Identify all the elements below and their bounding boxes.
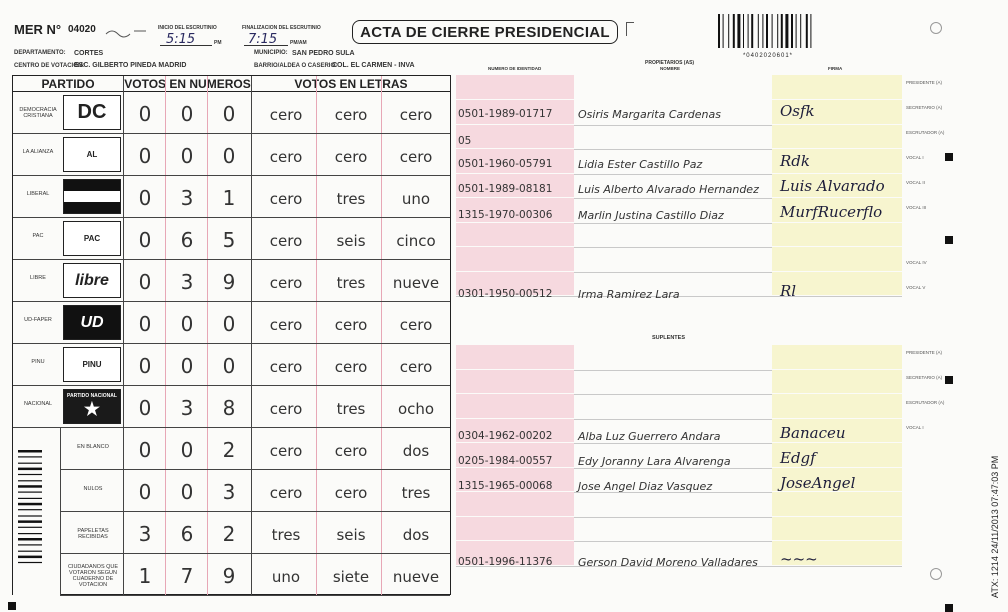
page-title-text: ACTA DE CIERRE PRESIDENCIAL [360,23,610,41]
signature-cell [772,370,902,394]
id-cell [456,125,574,149]
party-logo-text: PAC [83,234,101,243]
member-id: 0205-1984-00557 [458,455,553,467]
summary-label: PAPELETAS RECIBIDAS [77,528,109,540]
vote-word: cero [334,106,368,124]
party-row [13,302,450,344]
member-name: Luis Alberto Alvarado Hernandez [578,183,759,196]
member-name: Alba Luz Guerrero Andara [578,430,721,443]
vote-digit: 0 [138,144,152,168]
vote-digit: 0 [138,438,152,462]
inicio-time: 5:15 [166,32,196,47]
id-cell [456,75,574,99]
col-identidad-header: NUMERO DE IDENTIDAD [488,66,542,71]
party-logo [63,137,121,172]
vote-word: uno [401,190,431,208]
party-name: UD-FAPER [24,317,52,323]
municipio-value: SAN PEDRO SULA [292,50,355,57]
inicio-label: INICIO DEL ESCRUTINIO [158,25,217,31]
party-name: DEMOCRACIA CRISTIANA [19,107,57,119]
member-name: Jose Angel Diaz Vasquez [578,480,713,493]
vote-word: cero [269,442,303,460]
member-name: Lidia Ester Castillo Paz [578,158,703,171]
barcode-text: *0402020601* [742,53,794,59]
vote-digit: 1 [222,186,236,210]
member-name: Gerson David Moreno Valladares [578,556,758,569]
vote-word: cero [399,358,433,376]
col-firma-header: FIRMA [828,66,843,71]
party-name: PAC [32,233,44,239]
vote-word: cero [269,148,303,166]
vote-word: nueve [392,568,440,586]
id-cell [456,517,574,541]
member-signature: MurfRucerflo [780,203,883,221]
party-logo [63,389,121,424]
votes-table [12,75,451,595]
vote-word: cero [399,316,433,334]
binder-hole-top [930,22,942,34]
member-id: 1315-1965-00068 [458,480,553,492]
signature-cell [772,394,902,418]
side-barcode [18,450,42,585]
summary-row [13,554,450,596]
party-row [13,134,450,176]
binder-hole-bottom [930,568,942,580]
member-id: 0501-1989-01717 [458,108,553,120]
id-cell [456,492,574,516]
role-label: VOCAL I [906,155,924,160]
party-logo-text: DC [77,101,107,123]
vote-digit: 0 [138,228,152,252]
vertical-stamp: ATX: 1214 24/11/2013 07:47:03 PM [990,455,1000,598]
col-numeros-header: VOTOS EN NUMEROS [124,76,251,91]
vote-digit: 0 [138,270,152,294]
barrio-value: COL. EL CARMEN - INVA [332,62,415,69]
member-signature: Banaceu [780,424,846,442]
vote-word: tres [401,484,431,502]
vote-digit: 3 [180,396,194,420]
party-logo [63,305,121,340]
member-name: Marlin Justina Castillo Diaz [578,209,724,222]
vote-word: tres [336,274,366,292]
inicio-ampm: PM [214,40,222,46]
vote-word: cero [269,400,303,418]
summary-label: NULOS [83,486,103,492]
vote-word: uno [271,568,301,586]
fin-time: 7:15 [248,32,278,47]
vote-word: cero [269,274,303,292]
vote-digit: 0 [222,354,236,378]
vote-digit: 0 [180,438,194,462]
vote-digit: 3 [222,480,236,504]
member-name: Edy Joranny Lara Alvarenga [578,455,731,468]
barcode [716,14,820,59]
vote-digit: 0 [138,312,152,336]
member-id: 1315-1970-00306 [458,209,553,221]
vote-word: cero [269,484,303,502]
vote-digit: 0 [180,354,194,378]
party-logo-text: PINU [82,360,102,369]
vote-digit: 3 [180,186,194,210]
vote-digit: 0 [180,312,194,336]
party-logo [63,179,121,214]
summary-row [13,428,450,470]
fin-label: FINALIZACION DEL ESCRUTINIO [242,25,321,31]
barrio-label: BARRIO/ALDEA O CASERIO: [254,63,338,69]
logo-stamp [104,25,148,35]
vote-word: cero [334,316,368,334]
member-signature: Rl [780,282,797,300]
member-id: 0501-1996-11376 [458,556,553,568]
party-logo [63,263,121,298]
mer-number: 04020 [68,24,96,35]
col-partido-header: PARTIDO [13,76,123,92]
centro-label: CENTRO DE VOTACION: [14,63,85,69]
vote-word: seis [336,232,366,250]
vote-word: cero [269,106,303,124]
vote-word: cero [334,148,368,166]
signature-cell [772,517,902,541]
party-logo [63,95,121,130]
inicio-line [160,45,212,46]
star-icon: ★ [83,399,101,419]
vote-word: tres [336,190,366,208]
page-title [352,20,618,44]
fin-ampm: PM/AM [290,40,307,46]
id-cell [456,223,574,247]
col-nombre-header: NOMBRE [660,66,680,71]
role-label: SECRETARIO (A) [906,375,943,380]
member-id: 05 [458,135,472,147]
vote-word: cinco [396,232,436,250]
vote-digit: 0 [180,102,194,126]
party-name: LIBRE [30,275,46,281]
vote-digit: 0 [138,186,152,210]
role-label: SECRETARIO (A) [906,105,943,110]
party-name: PINU [31,359,45,365]
vote-word: cero [269,316,303,334]
party-row [13,176,450,218]
role-label: VOCAL V [906,285,926,290]
vote-digit: 0 [138,480,152,504]
vote-digit: 2 [222,522,236,546]
vote-digit: 0 [180,480,194,504]
party-logo [63,347,121,382]
signature-cell [772,75,902,99]
vote-digit: 0 [222,312,236,336]
party-logo-text: UD [80,313,104,331]
id-cell [456,247,574,271]
member-name: Osiris Margarita Cardenas [578,108,721,121]
party-name: NACIONAL [23,401,53,407]
vote-digit: 0 [180,144,194,168]
role-label: PRESIDENTE (A) [906,80,943,85]
registration-mark-5 [8,602,16,610]
vote-word: cero [334,442,368,460]
col-letras-header: VOTOS EN LETRAS [251,76,450,92]
registration-mark-1 [945,153,953,161]
member-name: Irma Ramirez Lara [578,288,680,301]
vote-word: cero [399,148,433,166]
vote-digit: 7 [180,564,194,588]
vote-word: cero [269,232,303,250]
vote-digit: 3 [138,522,152,546]
col-propietarios-header: PROPIETARIOS (AS) [645,60,695,66]
fin-line [244,45,288,46]
party-row [13,386,450,428]
municipio-label: MUNICIPIO: [254,50,288,56]
departamento-label: DEPARTAMENTO: [14,50,66,56]
vote-digit: 5 [222,228,236,252]
vote-digit: 0 [138,354,152,378]
vote-word: cero [269,358,303,376]
vote-word: dos [402,442,430,460]
vote-word: seis [336,526,366,544]
signature-cell [772,247,902,271]
party-logo-text: AL [86,150,98,159]
vote-digit: 6 [180,228,194,252]
summary-label: CIUDADANOS QUE VOTARON SEGUN CUADERNO DE VOTACION [67,564,119,588]
vote-digit: 3 [180,270,194,294]
vote-word: cero [334,484,368,502]
signature-cell [772,223,902,247]
registration-mark-3 [945,376,953,384]
vote-word: tres [271,526,301,544]
vote-digit: 8 [222,396,236,420]
summary-label: EN BLANCO [77,444,109,450]
vote-word: tres [336,400,366,418]
vote-digit: 9 [222,564,236,588]
vote-word: cero [399,106,433,124]
departamento-value: CORTES [74,50,104,57]
party-logo [63,221,121,256]
signature-cell [772,492,902,516]
vote-digit: 2 [222,438,236,462]
id-cell [456,345,574,369]
registration-mark-2 [945,236,953,244]
signature-cell [772,125,902,149]
member-signature: Luis Alvarado [780,177,885,195]
member-signature: JoseAngel [780,474,856,492]
vote-digit: 6 [180,522,194,546]
party-name: LIBERAL [26,191,50,197]
vote-digit: 1 [138,564,152,588]
role-label: VOCAL III [906,205,927,210]
vote-word: cero [334,358,368,376]
centro-value: ESC. GILBERTO PINEDA MADRID [74,62,187,69]
role-label: VOCAL IV [906,260,927,265]
member-signature: Osfk [780,102,815,120]
member-id: 0501-1989-08181 [458,183,553,195]
vote-digit: 9 [222,270,236,294]
summary-row [13,470,450,512]
member-id: 0301-1950-00512 [458,288,553,300]
role-label: ESCRUTADOR (A) [906,130,945,135]
vote-word: siete [332,568,370,586]
suplentes-label: SUPLENTES [652,335,686,341]
role-label: VOCAL II [906,180,925,185]
member-id: 0501-1960-05791 [458,158,553,170]
role-label: PRESIDENTE (A) [906,350,943,355]
summary-row [13,512,450,554]
signature-cell [772,345,902,369]
party-row [13,260,450,302]
mer-label: MER N° [14,22,62,37]
vote-word: nueve [392,274,440,292]
member-signature: Edgf [780,449,816,467]
member-signature: Rdk [780,152,810,170]
vote-digit: 0 [222,144,236,168]
vote-digit: 0 [138,396,152,420]
vote-word: cero [269,190,303,208]
party-logo-text: libre [75,271,109,289]
party-logo-text: PARTIDO NACIONAL [67,393,117,399]
role-label: ESCRUTADOR (A) [906,400,945,405]
id-cell [456,394,574,418]
registration-mark-4 [945,604,953,612]
vote-digit: 0 [138,102,152,126]
party-row [13,92,450,134]
vote-word: dos [402,526,430,544]
member-signature: ~~~ [780,550,818,568]
id-cell [456,370,574,394]
vote-word: ocho [397,400,435,418]
corner-mark [626,22,634,36]
vote-digit: 0 [222,102,236,126]
party-name: LA ALIANZA [22,149,54,155]
role-label: VOCAL I [906,425,924,430]
party-row [13,218,450,260]
member-id: 0304-1962-00202 [458,430,553,442]
party-row [13,344,450,386]
